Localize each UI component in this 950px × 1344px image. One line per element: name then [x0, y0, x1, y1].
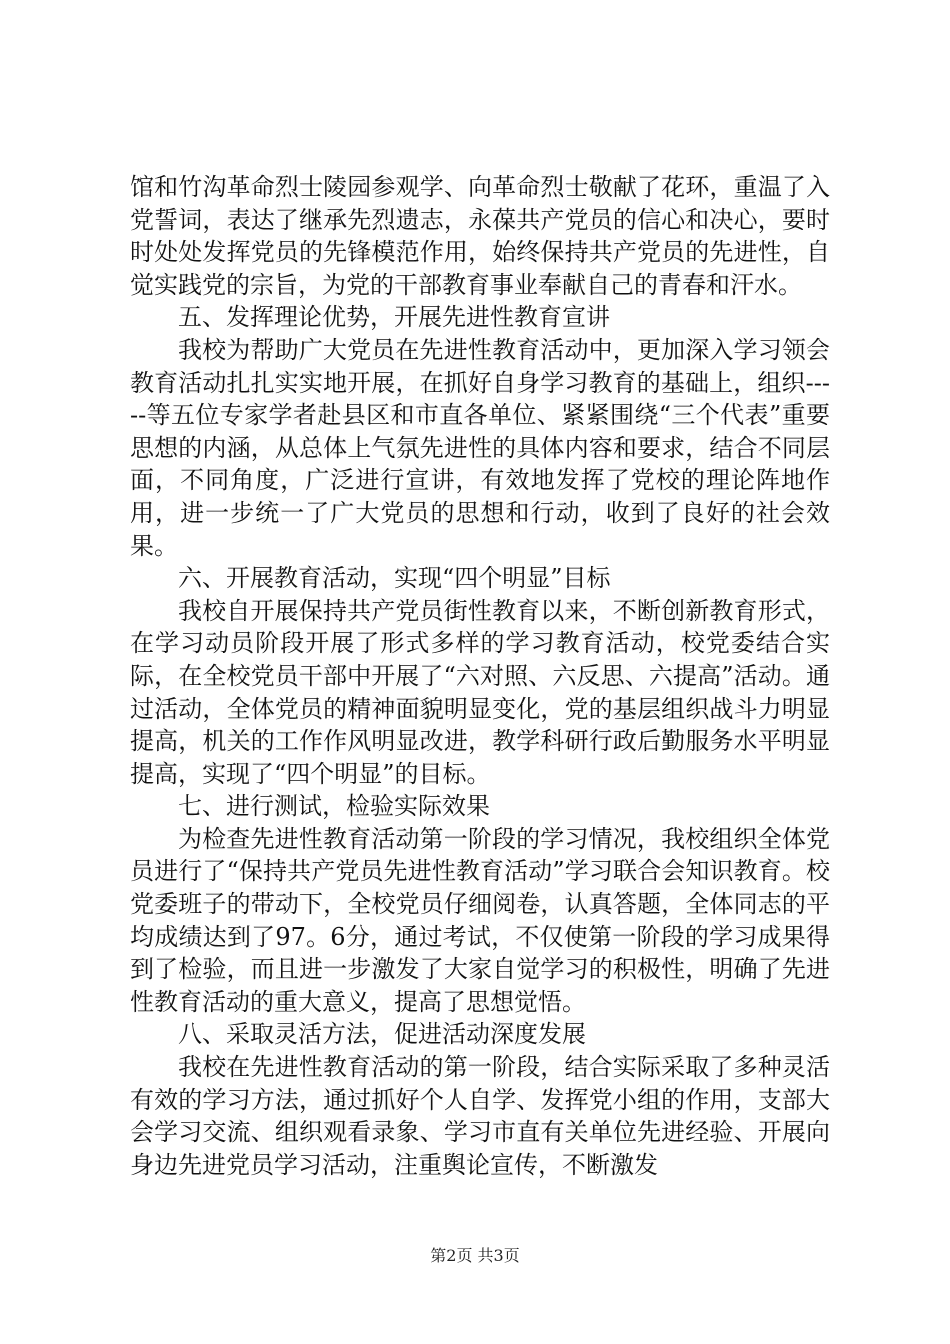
- body-paragraph: 馆和竹沟革命烈士陵园参观学、向革命烈士敬献了花环，重温了入党誓词，表达了继承先烈遗志，永葆共产党员的信心和决心，要时时处处发挥党员的先锋模范作用，始终保持共产党员的先进性，自觉实践党的宗旨，为党的干部教育事业奉献自己的青春和汗水。: [130, 173, 830, 299]
- body-paragraph: 我校为帮助广大党员在先进性教育活动中，更加深入学习领会教育活动扎扎实实地开展，在抓好自身学习教育的基础上，组织-----等五位专家学者赴县区和市直各单位、紧紧围绕“三个代表”重要思想的内涵，从总体上气氛先进性的具体内容和要求，结合不同层面，不同角度，广泛进行宣讲，有效地发挥了党校的理论阵地作用，进一步统一了广大党员的思想和行动，收到了良好的社会效果。: [130, 335, 830, 560]
- section-heading: 五、发挥理论优势，开展先进性教育宣讲: [178, 303, 610, 332]
- section-heading: 八、采取灵活方法，促进活动深度发展: [178, 1020, 586, 1049]
- section-heading: 七、进行测试，检验实际效果: [178, 792, 490, 821]
- body-paragraph: 我校自开展保持共产党员街性教育以来，不断创新教育形式，在学习动员阶段开展了形式多样的学习教育活动，校党委结合实际，在全校党员干部中开展了“六对照、六反思、六提高”活动。通过活动，全体党员的精神面貌明显变化，党的基层组织战斗力明显提高，机关的工作作风明显改进，教学科研行政后勤服务水平明显提高，实现了“四个明显”的目标。: [130, 596, 830, 788]
- section-heading: 六、开展教育活动，实现“四个明显”目标: [178, 564, 611, 593]
- page-number: 第2页 共3页: [430, 1246, 520, 1265]
- body-paragraph: 我校在先进性教育活动的第一阶段，结合实际采取了多种灵活有效的学习方法，通过抓好个人自学、发挥党小组的作用，支部大会学习交流、组织观看录象、学习市直有关单位先进经验、开展向身边先进党员学习活动，注重舆论宣传，不断激发: [130, 1053, 830, 1179]
- document-body: [130, 171, 830, 1181]
- body-paragraph: 为检查先进性教育活动第一阶段的学习情况，我校组织全体党员进行了“保持共产党员先进性教育活动”学习联合会知识教育。校党委班子的带动下，全校党员仔细阅卷，认真答题，全体同志的平均成绩达到了97。6分，通过考试，不仅使第一阶段的学习成果得到了检验，而且进一步激发了大家自觉学习的积极性，明确了先进性教育活动的重大意义，提高了思想觉悟。: [130, 824, 830, 1016]
